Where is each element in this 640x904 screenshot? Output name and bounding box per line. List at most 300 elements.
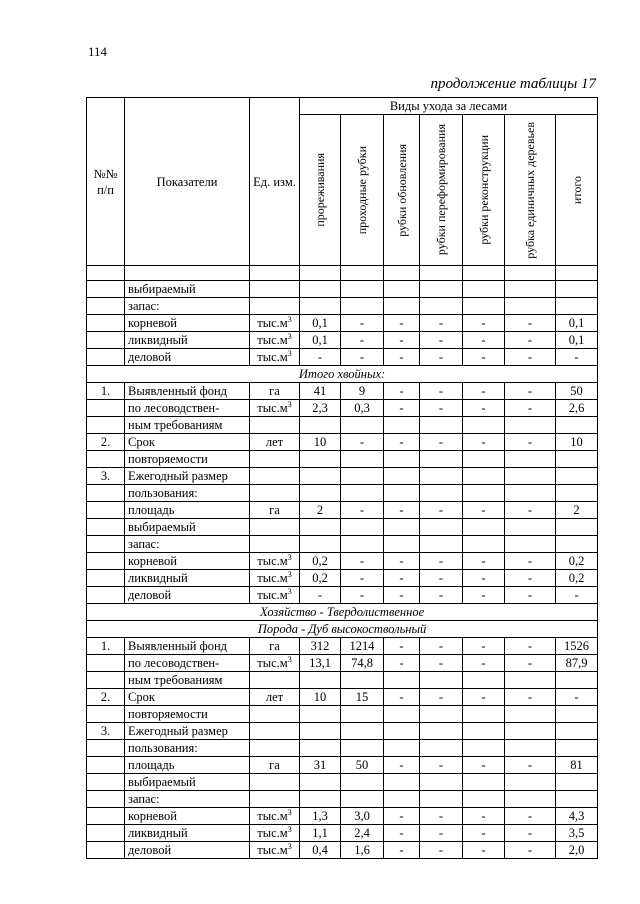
- section-heading: Итого хвойных:: [87, 366, 598, 383]
- row-number: [87, 587, 125, 604]
- value-cell: [505, 672, 556, 689]
- value-cell: -: [420, 502, 463, 519]
- value-cell: 2: [556, 502, 598, 519]
- value-cell: -: [463, 825, 505, 842]
- value-cell: -: [384, 400, 420, 417]
- value-cell: [556, 451, 598, 468]
- value-cell: [341, 281, 384, 298]
- value-cell: -: [420, 587, 463, 604]
- value-cell: 9: [341, 383, 384, 400]
- value-cell: 0,2: [556, 570, 598, 587]
- row-unit: лет: [250, 434, 300, 451]
- value-cell: [463, 774, 505, 791]
- row-unit: $тыс.м^3$: [250, 332, 300, 349]
- value-cell: -: [420, 570, 463, 587]
- row-unit: [250, 281, 300, 298]
- row-unit: [250, 451, 300, 468]
- row-number: [87, 298, 125, 315]
- header-indicator: Показатели: [125, 98, 250, 266]
- value-cell: [505, 536, 556, 553]
- header-group: Виды ухода за лесами: [300, 98, 598, 115]
- value-cell: -: [556, 689, 598, 706]
- value-cell: [300, 536, 341, 553]
- row-number: 1.: [87, 383, 125, 400]
- value-cell: [341, 723, 384, 740]
- row-number: [87, 349, 125, 366]
- value-cell: -: [384, 689, 420, 706]
- row-unit: [250, 298, 300, 315]
- value-cell: [300, 519, 341, 536]
- value-cell: 50: [556, 383, 598, 400]
- value-cell: -: [420, 689, 463, 706]
- value-cell: -: [463, 332, 505, 349]
- row-number: [87, 502, 125, 519]
- value-cell: -: [300, 349, 341, 366]
- row-unit: [250, 519, 300, 536]
- row-unit: га: [250, 383, 300, 400]
- header-unit: Ед. изм.: [250, 98, 300, 266]
- value-cell: [384, 451, 420, 468]
- table-row: [87, 740, 598, 757]
- table-row: [87, 485, 598, 502]
- value-cell: [463, 706, 505, 723]
- row-number: [87, 808, 125, 825]
- value-cell: [420, 485, 463, 502]
- row-number: [87, 485, 125, 502]
- value-cell: 74,8: [341, 655, 384, 672]
- value-cell: [420, 281, 463, 298]
- row-unit: $тыс.м^3$: [250, 400, 300, 417]
- value-cell: [300, 451, 341, 468]
- row-indicator: повторяемости: [125, 451, 250, 468]
- value-cell: -: [384, 570, 420, 587]
- row-indicator: пользования:: [125, 485, 250, 502]
- row-indicator: ликвидный: [125, 570, 250, 587]
- value-cell: -: [384, 825, 420, 842]
- table-row: [87, 434, 598, 451]
- value-cell: -: [505, 570, 556, 587]
- value-cell: [420, 774, 463, 791]
- value-cell: [300, 417, 341, 434]
- value-cell: [384, 723, 420, 740]
- value-cell: [384, 417, 420, 434]
- value-cell: -: [384, 842, 420, 859]
- value-cell: [463, 451, 505, 468]
- table-row: [87, 774, 598, 791]
- table-row: [87, 451, 598, 468]
- value-cell: [384, 298, 420, 315]
- header-sub-4: [463, 115, 505, 266]
- row-number: 1.: [87, 638, 125, 655]
- row-unit: $тыс.м^3$: [250, 842, 300, 859]
- value-cell: [505, 706, 556, 723]
- value-cell: -: [463, 383, 505, 400]
- header-sub-label: рубки переформирования: [434, 124, 448, 256]
- row-indicator: ным требованиям: [125, 672, 250, 689]
- value-cell: [420, 519, 463, 536]
- header-sub-1: [341, 115, 384, 266]
- row-indicator: площадь: [125, 502, 250, 519]
- value-cell: -: [505, 842, 556, 859]
- value-cell: 0,2: [300, 553, 341, 570]
- value-cell: [384, 281, 420, 298]
- table-row: [87, 621, 598, 638]
- row-unit: га: [250, 757, 300, 774]
- value-cell: [384, 519, 420, 536]
- table-row: [87, 468, 598, 485]
- row-indicator: корневой: [125, 315, 250, 332]
- table-row: [87, 298, 598, 315]
- value-cell: 81: [556, 757, 598, 774]
- value-cell: -: [420, 400, 463, 417]
- row-number: [87, 519, 125, 536]
- value-cell: [341, 451, 384, 468]
- value-cell: -: [341, 502, 384, 519]
- value-cell: [505, 451, 556, 468]
- value-cell: [384, 485, 420, 502]
- value-cell: -: [463, 502, 505, 519]
- header-sub-label: итого: [569, 175, 584, 205]
- row-number: [87, 570, 125, 587]
- row-number: [87, 451, 125, 468]
- value-cell: -: [505, 502, 556, 519]
- row-indicator: по лесоводствен-: [125, 400, 250, 417]
- value-cell: 2,0: [556, 842, 598, 859]
- row-number: [87, 417, 125, 434]
- value-cell: [384, 740, 420, 757]
- value-cell: [300, 774, 341, 791]
- header-sub-label: рубки обновления: [394, 143, 409, 237]
- table-row: [87, 723, 598, 740]
- table-row: [87, 281, 598, 298]
- value-cell: -: [341, 570, 384, 587]
- table-row: [87, 638, 598, 655]
- value-cell: -: [384, 434, 420, 451]
- value-cell: 41: [300, 383, 341, 400]
- table-row: [87, 400, 598, 417]
- row-unit: $тыс.м^3$: [250, 825, 300, 842]
- header-sub-0: [300, 115, 341, 266]
- value-cell: 0,1: [556, 315, 598, 332]
- row-unit: [250, 417, 300, 434]
- row-unit: га: [250, 638, 300, 655]
- value-cell: 31: [300, 757, 341, 774]
- table-caption: продолжение таблицы 17: [430, 76, 596, 92]
- value-cell: [463, 298, 505, 315]
- value-cell: [300, 672, 341, 689]
- value-cell: -: [505, 400, 556, 417]
- row-unit: [250, 706, 300, 723]
- value-cell: -: [505, 808, 556, 825]
- header-sub-6: [556, 115, 598, 266]
- value-cell: 312: [300, 638, 341, 655]
- table-row: [87, 570, 598, 587]
- table-row: [87, 417, 598, 434]
- value-cell: [420, 706, 463, 723]
- value-cell: [505, 791, 556, 808]
- value-cell: [341, 468, 384, 485]
- value-cell: [300, 468, 341, 485]
- row-number: 3.: [87, 468, 125, 485]
- value-cell: -: [420, 825, 463, 842]
- header-sub-3: [420, 115, 463, 266]
- table-row: [87, 519, 598, 536]
- value-cell: 2,3: [300, 400, 341, 417]
- row-indicator: деловой: [125, 587, 250, 604]
- row-indicator: запас:: [125, 536, 250, 553]
- value-cell: 1,3: [300, 808, 341, 825]
- table-row: [87, 791, 598, 808]
- value-cell: -: [384, 638, 420, 655]
- value-cell: -: [384, 757, 420, 774]
- value-cell: -: [420, 315, 463, 332]
- value-cell: -: [463, 349, 505, 366]
- value-cell: [420, 723, 463, 740]
- row-unit: [250, 791, 300, 808]
- value-cell: [341, 485, 384, 502]
- value-cell: [420, 417, 463, 434]
- value-cell: -: [420, 808, 463, 825]
- value-cell: [505, 774, 556, 791]
- value-cell: -: [341, 315, 384, 332]
- row-number: [87, 825, 125, 842]
- row-unit: $тыс.м^3$: [250, 655, 300, 672]
- value-cell: [505, 519, 556, 536]
- value-cell: [384, 774, 420, 791]
- row-number: [87, 655, 125, 672]
- row-number: [87, 740, 125, 757]
- row-indicator: Срок: [125, 434, 250, 451]
- value-cell: -: [420, 332, 463, 349]
- value-cell: -: [556, 349, 598, 366]
- header-sub-label: проходные рубки: [355, 145, 369, 235]
- value-cell: -: [505, 638, 556, 655]
- value-cell: 0,2: [300, 570, 341, 587]
- value-cell: -: [463, 757, 505, 774]
- value-cell: -: [505, 587, 556, 604]
- value-cell: 0,1: [300, 315, 341, 332]
- value-cell: -: [505, 332, 556, 349]
- value-cell: [556, 417, 598, 434]
- value-cell: -: [505, 757, 556, 774]
- table-row: [87, 587, 598, 604]
- value-cell: 15: [341, 689, 384, 706]
- table-row: [87, 672, 598, 689]
- value-cell: [341, 519, 384, 536]
- value-cell: -: [505, 553, 556, 570]
- value-cell: [420, 298, 463, 315]
- table-row: [87, 383, 598, 400]
- value-cell: -: [341, 434, 384, 451]
- table-row: [87, 842, 598, 859]
- value-cell: [384, 706, 420, 723]
- value-cell: [300, 281, 341, 298]
- value-cell: 0,4: [300, 842, 341, 859]
- header-num: №№ п/п: [87, 98, 125, 266]
- table-row: [87, 757, 598, 774]
- value-cell: -: [463, 808, 505, 825]
- row-number: 2.: [87, 434, 125, 451]
- header-sub-2: [384, 115, 420, 266]
- table-row: [87, 706, 598, 723]
- value-cell: -: [384, 502, 420, 519]
- value-cell: [463, 536, 505, 553]
- table-row: [87, 315, 598, 332]
- value-cell: -: [341, 349, 384, 366]
- row-number: [87, 553, 125, 570]
- value-cell: -: [341, 553, 384, 570]
- value-cell: 1,6: [341, 842, 384, 859]
- row-number: 2.: [87, 689, 125, 706]
- value-cell: [384, 791, 420, 808]
- value-cell: -: [420, 757, 463, 774]
- table-row: [87, 349, 598, 366]
- value-cell: [341, 740, 384, 757]
- row-unit: лет: [250, 689, 300, 706]
- value-cell: [556, 791, 598, 808]
- value-cell: -: [463, 570, 505, 587]
- value-cell: -: [420, 553, 463, 570]
- table-row: [87, 332, 598, 349]
- row-indicator: Ежегодный размер: [125, 468, 250, 485]
- value-cell: -: [384, 332, 420, 349]
- value-cell: -: [505, 655, 556, 672]
- row-number: [87, 536, 125, 553]
- value-cell: -: [384, 587, 420, 604]
- value-cell: [556, 723, 598, 740]
- value-cell: -: [505, 434, 556, 451]
- row-unit: [250, 485, 300, 502]
- header-sub-label: прореживания: [313, 153, 327, 227]
- value-cell: -: [341, 587, 384, 604]
- value-cell: [420, 672, 463, 689]
- value-cell: [341, 672, 384, 689]
- value-cell: -: [463, 434, 505, 451]
- value-cell: -: [420, 349, 463, 366]
- value-cell: [384, 468, 420, 485]
- value-cell: -: [384, 349, 420, 366]
- value-cell: [300, 485, 341, 502]
- value-cell: [463, 281, 505, 298]
- row-number: [87, 757, 125, 774]
- value-cell: [341, 706, 384, 723]
- value-cell: [420, 740, 463, 757]
- row-number: [87, 774, 125, 791]
- row-number: [87, 706, 125, 723]
- row-unit: [250, 774, 300, 791]
- table-row: [87, 604, 598, 621]
- row-indicator: выбираемый: [125, 281, 250, 298]
- table-row: [87, 825, 598, 842]
- table-row: [87, 553, 598, 570]
- row-unit: [250, 468, 300, 485]
- value-cell: [300, 723, 341, 740]
- value-cell: 50: [341, 757, 384, 774]
- row-indicator: пользования:: [125, 740, 250, 757]
- value-cell: [556, 536, 598, 553]
- value-cell: [463, 672, 505, 689]
- row-unit: [250, 740, 300, 757]
- value-cell: -: [463, 638, 505, 655]
- table-row: [87, 536, 598, 553]
- value-cell: [556, 706, 598, 723]
- value-cell: [341, 417, 384, 434]
- value-cell: [300, 791, 341, 808]
- value-cell: [505, 740, 556, 757]
- data-table: [86, 97, 598, 859]
- value-cell: 3,5: [556, 825, 598, 842]
- value-cell: [556, 519, 598, 536]
- value-cell: -: [384, 383, 420, 400]
- value-cell: 2,4: [341, 825, 384, 842]
- row-indicator: выбираемый: [125, 519, 250, 536]
- value-cell: -: [384, 808, 420, 825]
- value-cell: 0,1: [556, 332, 598, 349]
- value-cell: 1526: [556, 638, 598, 655]
- row-unit: $тыс.м^3$: [250, 808, 300, 825]
- value-cell: -: [384, 655, 420, 672]
- value-cell: 2,6: [556, 400, 598, 417]
- value-cell: [505, 485, 556, 502]
- row-unit: $тыс.м^3$: [250, 315, 300, 332]
- value-cell: 1214: [341, 638, 384, 655]
- row-indicator: ликвидный: [125, 332, 250, 349]
- row-indicator: деловой: [125, 842, 250, 859]
- row-indicator: деловой: [125, 349, 250, 366]
- header-sub-5: [505, 115, 556, 266]
- value-cell: [300, 740, 341, 757]
- value-cell: -: [420, 655, 463, 672]
- value-cell: [556, 740, 598, 757]
- row-number: [87, 400, 125, 417]
- section-heading: Хозяйство - Твердолиственное: [87, 604, 598, 621]
- row-number: [87, 281, 125, 298]
- value-cell: [556, 485, 598, 502]
- value-cell: [420, 451, 463, 468]
- value-cell: -: [420, 383, 463, 400]
- row-indicator: по лесоводствен-: [125, 655, 250, 672]
- value-cell: 2: [300, 502, 341, 519]
- value-cell: -: [463, 553, 505, 570]
- value-cell: 13,1: [300, 655, 341, 672]
- value-cell: [556, 468, 598, 485]
- row-indicator: Срок: [125, 689, 250, 706]
- value-cell: [556, 298, 598, 315]
- header-sub-label: рубки реконструкции: [476, 135, 491, 245]
- value-cell: 4,3: [556, 808, 598, 825]
- row-indicator: Выявленный фонд: [125, 638, 250, 655]
- value-cell: 0,1: [300, 332, 341, 349]
- value-cell: [556, 672, 598, 689]
- value-cell: [341, 298, 384, 315]
- value-cell: [505, 298, 556, 315]
- table-row: [87, 655, 598, 672]
- value-cell: -: [505, 349, 556, 366]
- value-cell: 1,1: [300, 825, 341, 842]
- row-unit: $тыс.м^3$: [250, 349, 300, 366]
- row-unit: [250, 723, 300, 740]
- value-cell: 10: [556, 434, 598, 451]
- value-cell: [463, 723, 505, 740]
- header-sub-label: рубка единичных деревьев: [523, 121, 537, 259]
- value-cell: [505, 417, 556, 434]
- value-cell: [341, 791, 384, 808]
- row-number: [87, 672, 125, 689]
- row-number: 3.: [87, 723, 125, 740]
- row-number: [87, 842, 125, 859]
- row-indicator: ликвидный: [125, 825, 250, 842]
- value-cell: -: [341, 332, 384, 349]
